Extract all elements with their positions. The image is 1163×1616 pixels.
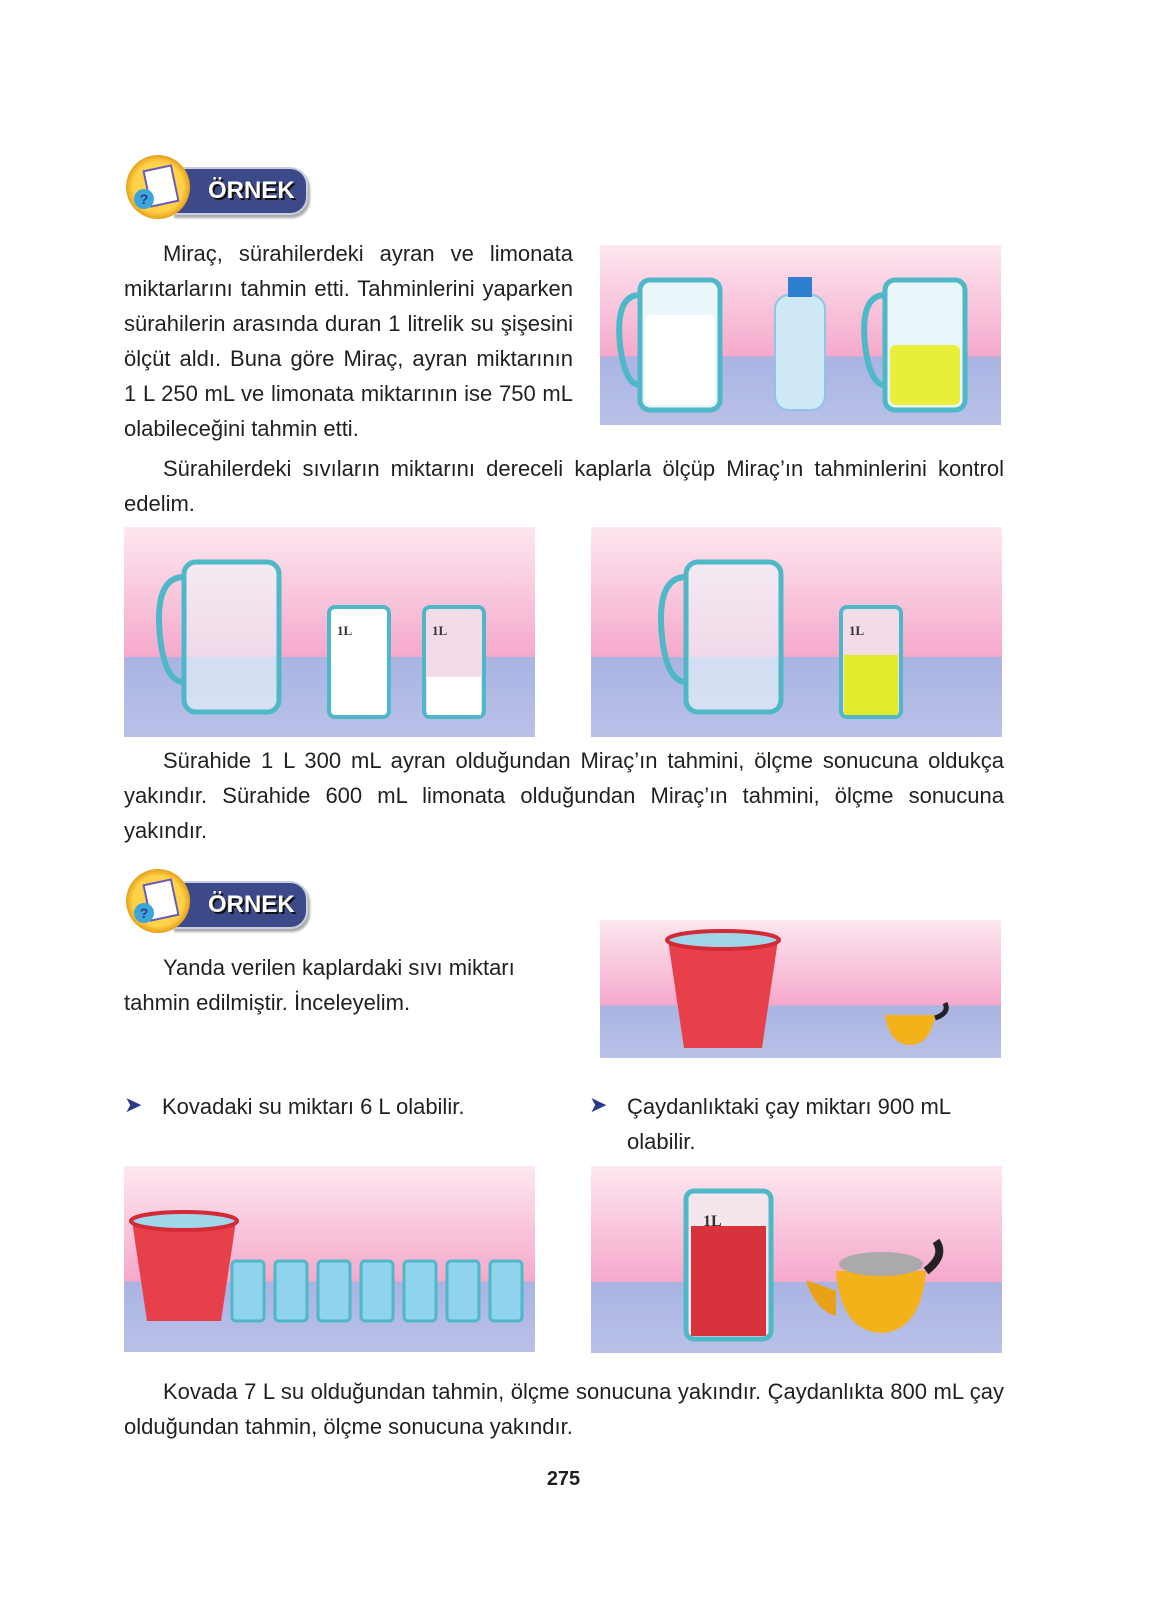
- page-number: 275: [546, 1468, 581, 1490]
- badge-label: ÖRNEK: [208, 891, 295, 918]
- cup-label: 1L: [703, 1213, 722, 1230]
- badge-label: ÖRNEK: [208, 177, 295, 204]
- example1-paragraph2: Sürahilerdeki sıvıların miktarını dereceli kaplarla ölçüp Miraç’ın tahminlerini kontrol edelim.: [124, 456, 1004, 516]
- cup-label: 1L: [337, 623, 353, 638]
- jugs-and-bottle-illustration: [600, 245, 1001, 425]
- teapot-measurement-illustration: [591, 1166, 1002, 1353]
- example2-conclusion: Kovada 7 L su olduğundan tahmin, ölçme sonucuna yakındır. Çaydanlıkta 800 mL çay olduğundan tahmin, ölçme sonucuna yakındır.: [124, 1379, 1004, 1439]
- bucket-measurement-illustration: [124, 1166, 535, 1352]
- ayran-measurement-illustration: [124, 527, 535, 737]
- example2-paragraph1: Yanda verilen kaplardaki sıvı miktarı tahmin edilmiştir. İnceleyelim.: [124, 955, 515, 1015]
- cup-label: 1L: [849, 623, 865, 638]
- bucket-and-teapot-illustration: [600, 920, 1001, 1058]
- arrowhead-right-icon: ➤: [124, 1092, 143, 1117]
- clipboard-icon: ?: [126, 155, 190, 219]
- example1-paragraph3: Sürahide 1 L 300 mL ayran olduğundan Miraç’ın tahmini, ölçme sonucuna oldukça yakındır. Sürahide 600 mL limonata olduğundan Miraç’ın tahmini, ölçme sonucuna yakındır.: [124, 748, 1004, 843]
- example-badge: [124, 155, 314, 231]
- example-badge: [124, 869, 314, 945]
- clipboard-icon: ?: [126, 869, 190, 933]
- lemonade-measurement-illustration: [591, 527, 1002, 737]
- arrowhead-right-icon: ➤: [589, 1092, 608, 1117]
- cup-label: 1L: [432, 623, 448, 638]
- bullet-bucket-estimate: Kovadaki su miktarı 6 L olabilir.: [162, 1094, 465, 1119]
- bullet-teapot-estimate: Çaydanlıktaki çay miktarı 900 mL olabilir.: [627, 1094, 951, 1154]
- example1-paragraph1: Miraç, sürahilerdeki ayran ve limonata miktarlarını tahmin etti. Tahminlerini yaparken sürahilerin arasında duran 1 litrelik su şişesini ölçüt aldı. Buna göre Miraç, ayran miktarının 1 L 250 mL ve limonata miktarının ise 750 mL olabileceğini tahmin etti.: [124, 241, 573, 441]
